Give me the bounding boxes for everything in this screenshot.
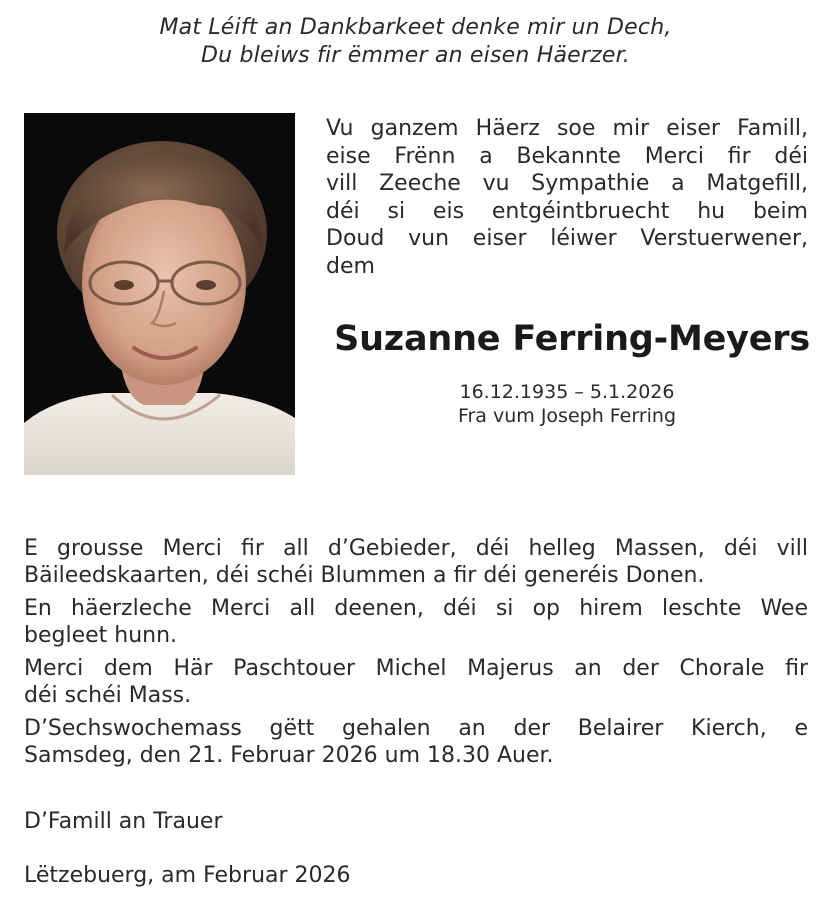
paragraph-line: E grousse Merci fir all d’Gebieder, déi helleg Massen, déi vill (24, 536, 808, 561)
life-details (326, 380, 808, 428)
intro-line: eise Frënn a Bekannte Merci fir déi (326, 143, 808, 169)
intro-line: vill Zeeche vu Sympathie a Matgefill, (326, 171, 808, 196)
verse-line-1: Mat Léift an Dankbarkeet denke mir un Dech, (159, 15, 672, 40)
life-dates: 16.12.1935 – 5.1.2026 (459, 381, 675, 403)
paragraph-priest (24, 655, 808, 709)
paragraph-line: En häerzleche Merci all deenen, déi si op hirem leschte Wee (24, 596, 808, 621)
deceased-name: Suzanne Ferring-Meyers (334, 319, 810, 359)
paragraph-line: Bäileedskaarten, déi schéi Blummen a fir déi generéis Donen. (24, 563, 705, 588)
intro-line: Doud vun eiser léiwer Verstuerwener, (326, 226, 808, 251)
thanks-intro (326, 115, 808, 280)
paragraph-companions (24, 595, 808, 649)
intro-line: déi si eis entgéintbruecht hu beim (326, 198, 808, 224)
portrait-photo (24, 113, 295, 475)
paragraph-line: déi schéi Mass. (24, 683, 192, 708)
verse-line-2: Du bleiws fir ëmmer an eisen Häerzer. (200, 43, 631, 68)
intro-line: Vu ganzem Häerz soe mir eiser Famill, (326, 116, 808, 141)
paragraph-line: D’Sechswochemass gëtt gehalen an der Belairer Kierch, e (24, 716, 808, 741)
paragraph-line: Merci dem Här Paschtouer Michel Majerus an der Chorale fir (24, 656, 808, 681)
intro-line: dem (326, 253, 375, 279)
thanks-body (24, 535, 808, 775)
paragraph-prayers (24, 535, 808, 589)
memorial-verse (0, 14, 831, 70)
spouse-line: Fra vum Joseph Ferring (457, 405, 677, 427)
place-date: Lëtzebuerg, am Februar 2026 (24, 863, 351, 888)
paragraph-line: begleet hunn. (24, 623, 178, 648)
paragraph-mass (24, 715, 808, 769)
family-signoff: D’Famill an Trauer (24, 809, 223, 834)
paragraph-line: Samsdeg, den 21. Februar 2026 um 18.30 Auer. (24, 743, 554, 768)
